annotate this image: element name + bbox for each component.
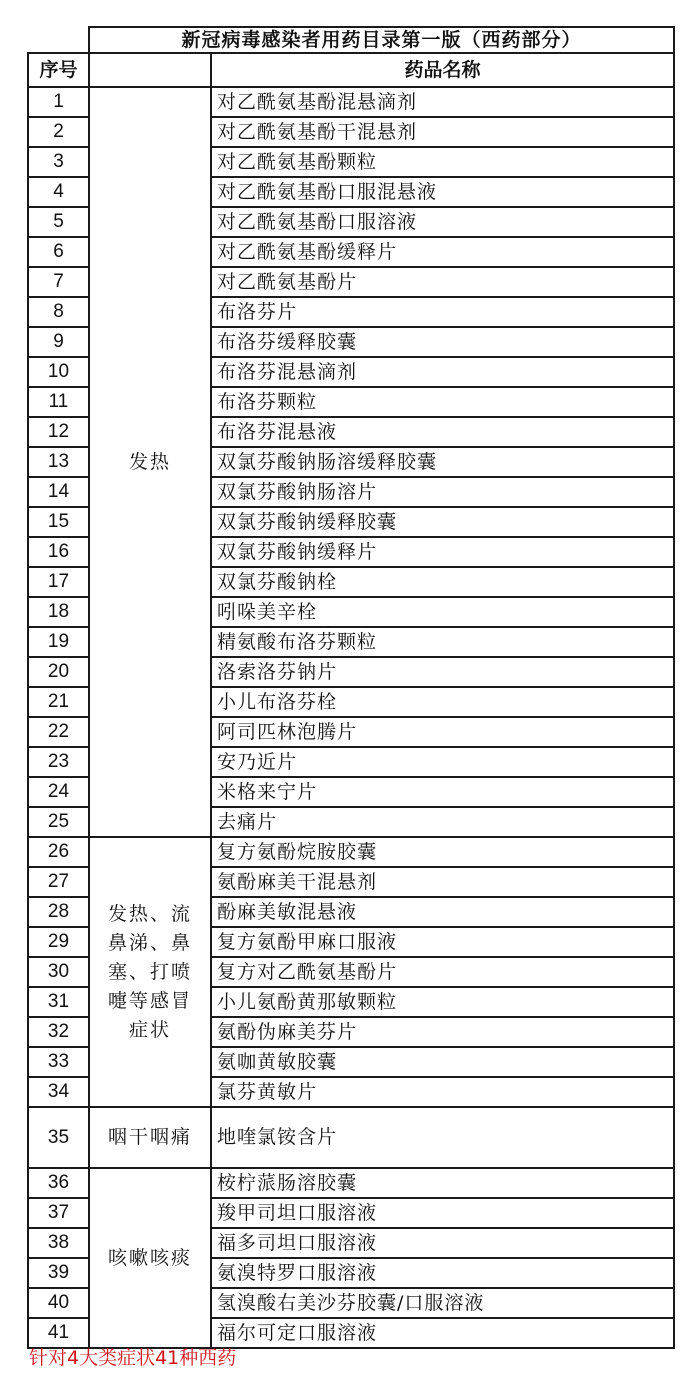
symptom-category — [89, 1107, 211, 1168]
header-number: 序号 — [28, 53, 89, 87]
drug-name: 氨酚麻美干混悬剂 — [211, 867, 674, 897]
drug-name: 福尔可定口服溶液 — [211, 1318, 674, 1348]
row-number: 40 — [28, 1288, 89, 1318]
drug-list-body — [28, 27, 674, 1348]
drug-name: 精氨酸布洛芬颗粒 — [211, 627, 674, 657]
drug-name: 布洛芬颗粒 — [211, 387, 674, 417]
row-number: 31 — [28, 987, 89, 1017]
row-number: 27 — [28, 867, 89, 897]
drug-name: 福多司坦口服溶液 — [211, 1228, 674, 1258]
row-number: 37 — [28, 1198, 89, 1228]
row-number: 25 — [28, 807, 89, 837]
drug-name: 氨溴特罗口服溶液 — [211, 1258, 674, 1288]
header-category — [89, 53, 211, 87]
row-number: 4 — [28, 177, 89, 207]
row-number: 21 — [28, 687, 89, 717]
drug-name: 对乙酰氨基酚口服溶液 — [211, 207, 674, 237]
drug-name: 酚麻美敏混悬液 — [211, 897, 674, 927]
row-number: 18 — [28, 597, 89, 627]
row-number: 14 — [28, 477, 89, 507]
row-number: 13 — [28, 447, 89, 477]
row-number: 24 — [28, 777, 89, 807]
drug-name: 氨酚伪麻美芬片 — [211, 1017, 674, 1047]
symptom-category — [89, 837, 211, 1107]
drug-name: 阿司匹林泡腾片 — [211, 717, 674, 747]
symptom-category — [89, 1168, 211, 1348]
header-drug-name: 药品名称 — [211, 53, 674, 87]
drug-name: 对乙酰氨基酚干混悬剂 — [211, 117, 674, 147]
row-number: 32 — [28, 1017, 89, 1047]
row-number: 36 — [28, 1168, 89, 1198]
drug-name: 桉柠蒎肠溶胶囊 — [211, 1168, 674, 1198]
drug-name: 吲哚美辛栓 — [211, 597, 674, 627]
row-number: 28 — [28, 897, 89, 927]
drug-name: 布洛芬缓释胶囊 — [211, 327, 674, 357]
drug-name: 对乙酰氨基酚片 — [211, 267, 674, 297]
drug-name: 对乙酰氨基酚颗粒 — [211, 147, 674, 177]
title-row — [28, 27, 674, 53]
drug-name: 布洛芬片 — [211, 297, 674, 327]
row-number: 15 — [28, 507, 89, 537]
row-number: 11 — [28, 387, 89, 417]
drug-name: 洛索洛芬钠片 — [211, 657, 674, 687]
row-number: 22 — [28, 717, 89, 747]
row-number: 10 — [28, 357, 89, 387]
drug-name: 对乙酰氨基酚口服混悬液 — [211, 177, 674, 207]
symptom-category-label: 咽干咽痛 — [107, 1126, 192, 1148]
symptom-category-label: 咳嗽咳痰 — [107, 1246, 192, 1269]
table-row — [28, 87, 674, 117]
drug-name: 安乃近片 — [211, 747, 674, 777]
row-number: 3 — [28, 147, 89, 177]
drug-name: 小儿布洛芬栓 — [211, 687, 674, 717]
drug-name: 复方氨酚甲麻口服液 — [211, 927, 674, 957]
drug-name: 布洛芬混悬液 — [211, 417, 674, 447]
row-number: 39 — [28, 1258, 89, 1288]
drug-name: 小儿氨酚黄那敏颗粒 — [211, 987, 674, 1017]
drug-list-table — [27, 26, 675, 1349]
row-number: 19 — [28, 627, 89, 657]
row-number: 38 — [28, 1228, 89, 1258]
row-number: 5 — [28, 207, 89, 237]
symptom-category-label: 发热、流鼻涕、鼻塞、打喷嚏等感冒症状 — [107, 902, 192, 1041]
row-number: 17 — [28, 567, 89, 597]
table-row — [28, 837, 674, 867]
drug-name: 双氯芬酸钠肠溶片 — [211, 477, 674, 507]
drug-name: 双氯芬酸钠肠溶缓释胶囊 — [211, 447, 674, 477]
row-number: 30 — [28, 957, 89, 987]
row-number: 41 — [28, 1318, 89, 1348]
row-number: 6 — [28, 237, 89, 267]
row-number: 2 — [28, 117, 89, 147]
drug-name: 地喹氯铵含片 — [211, 1107, 674, 1168]
footer-note: 针对4大类症状41种西药 — [29, 1347, 237, 1369]
drug-name: 复方氨酚烷胺胶囊 — [211, 837, 674, 867]
row-number: 34 — [28, 1077, 89, 1107]
row-number: 12 — [28, 417, 89, 447]
row-number: 7 — [28, 267, 89, 297]
drug-name: 米格来宁片 — [211, 777, 674, 807]
drug-name: 复方对乙酰氨基酚片 — [211, 957, 674, 987]
row-number: 8 — [28, 297, 89, 327]
row-number: 1 — [28, 87, 89, 117]
drug-name: 氢溴酸右美沙芬胶囊/口服溶液 — [211, 1288, 674, 1318]
row-number: 26 — [28, 837, 89, 867]
header-row — [28, 53, 674, 87]
row-number: 9 — [28, 327, 89, 357]
drug-name: 布洛芬混悬滴剂 — [211, 357, 674, 387]
table-row — [28, 1168, 674, 1198]
drug-name: 羧甲司坦口服溶液 — [211, 1198, 674, 1228]
row-number: 33 — [28, 1047, 89, 1077]
row-number: 23 — [28, 747, 89, 777]
drug-name: 去痛片 — [211, 807, 674, 837]
drug-name: 氯芬黄敏片 — [211, 1077, 674, 1107]
drug-name: 双氯芬酸钠栓 — [211, 567, 674, 597]
symptom-category — [89, 87, 211, 837]
drug-name: 氨咖黄敏胶囊 — [211, 1047, 674, 1077]
table-title: 新冠病毒感染者用药目录第一版（西药部分） — [89, 27, 674, 53]
row-number: 16 — [28, 537, 89, 567]
title-corner-cell — [28, 27, 89, 53]
drug-name: 双氯芬酸钠缓释胶囊 — [211, 507, 674, 537]
drug-name: 对乙酰氨基酚混悬滴剂 — [211, 87, 674, 117]
symptom-category-label: 发热 — [128, 450, 171, 473]
row-number: 35 — [28, 1107, 89, 1168]
drug-name: 双氯芬酸钠缓释片 — [211, 537, 674, 567]
row-number: 29 — [28, 927, 89, 957]
row-number: 20 — [28, 657, 89, 687]
table-row — [28, 1107, 674, 1168]
drug-name: 对乙酰氨基酚缓释片 — [211, 237, 674, 267]
